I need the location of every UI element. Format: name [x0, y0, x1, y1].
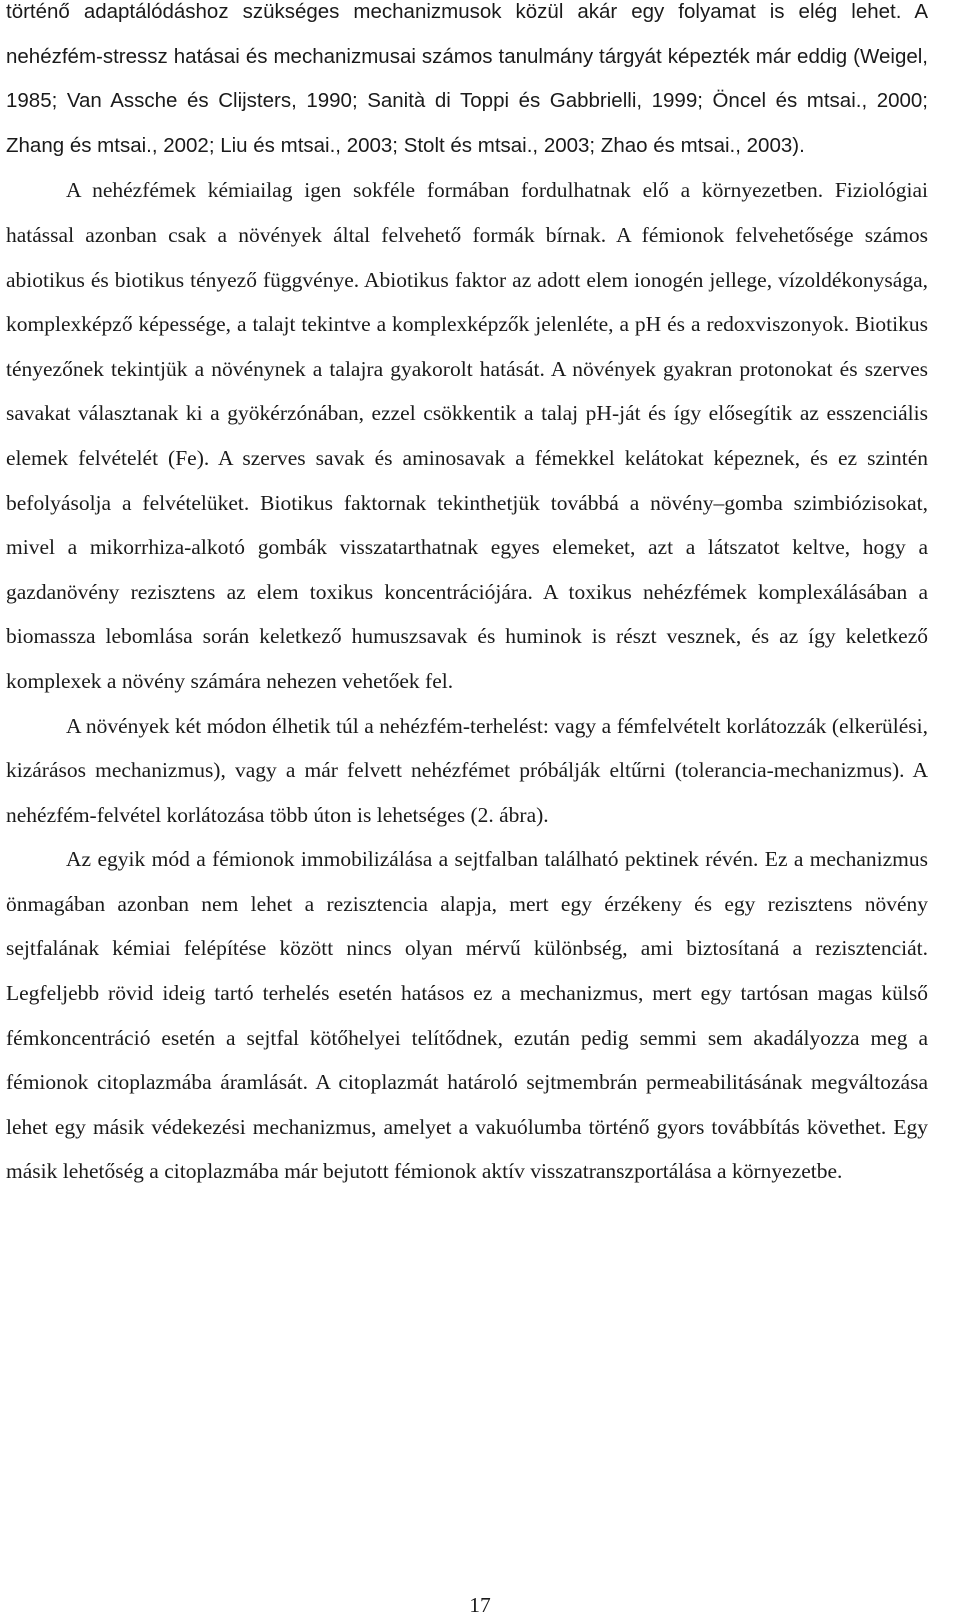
- paragraph-3: A növények két módon élhetik túl a nehézfém-terhelést: vagy a fémfelvételt korlátozzák (elkerülési, kizárásos mechanizmus), vagy a már felvett nehézfémet próbálják eltűrni (tolerancia-mechanizmus). A nehézfém-felvétel korlátozása több úton is lehetséges (2. ábra).: [6, 713, 928, 827]
- paragraph-4: Az egyik mód a fémionok immobilizálása a sejtfalban található pektinek révén. Ez a mechanizmus önmagában azonban nem lehet a rezisztencia alapja, mert egy érzékeny és egy rezisztens növény sejtfalának kémiai felépítése között nincs olyan mérvű különbség, ami biztosítaná a rezisztenciát. Legfeljebb rövid ideig tartó terhelés esetén hatásos ez a mechanizmus, mert egy tartósan magas külső fémkoncentráció esetén a sejtfal kötőhelyei telítődnek, ezután pedig semmi sem akadályozza meg a fémionok citoplazmába áramlását. A citoplazmát határoló sejtmembrán permeabilitásának megváltozása lehet egy másik védekezési mechanizmus, amelyet a vakuólumba történő gyors továbbítás követhet. Egy másik lehetőség a citoplazmába már bejutott fémionok aktív visszatranszportálása a környezetbe.: [6, 847, 928, 1184]
- page-number: 17: [469, 1593, 491, 1617]
- paragraph-1: történő adaptálódáshoz szükséges mechanizmusok közül akár egy folyamat is elég lehet. A nehézfém-stressz hatásai és mechanizmusai számos tanulmány tárgyát képezték már eddig (Weigel, 1985; Van Assche és Clijsters, 1990; Sanità di Toppi és Gabbrielli, 1999; Öncel és mtsai., 2000; Zhang és mtsai., 2002; Liu és mtsai., 2003; Stolt és mtsai., 2003; Zhao és mtsai., 2003).: [6, 0, 928, 157]
- paragraph-2: A nehézfémek kémiailag igen sokféle formában fordulhatnak elő a környezetben. Fiziológiai hatással azonban csak a növények által felvehető formák bírnak. A fémionok felvehetősége számos abiotikus és biotikus tényező függvénye. Abiotikus faktor az adott elem ionogén jellege, vízoldékonysága, komplexképző képessége, a talajt tekintve a komplexképzők jelenléte, a pH és a redoxviszonyok. Biotikus tényezőnek tekintjük a növénynek a talajra gyakorolt hatását. A növények gyakran protonokat és szerves savakat választanak ki a gyökérzónában, ezzel csökkentik a talaj pH-ját és így elősegítik az esszenciális elemek felvételét (Fe). A szerves savak és aminosavak a fémekkel kelátokat képeznek, és ez szintén befolyásolja a felvételüket. Biotikus faktornak tekinthetjük továbbá a növény–gomba szimbiózisokat, mivel a mikorrhiza-alkotó gombák visszatarthatnak egyes elemeket, azt a látszatot keltve, hogy a gazdanövény rezisztens az elem toxikus koncentrációjára. A toxikus nehézfémek komplexálásában a biomassza lebomlása során keletkező humuszsavak és huminok is részt vesznek, és az így keletkező komplexek a növény számára nehezen vehetőek fel.: [6, 178, 928, 693]
- body-text: [6, 0, 928, 1194]
